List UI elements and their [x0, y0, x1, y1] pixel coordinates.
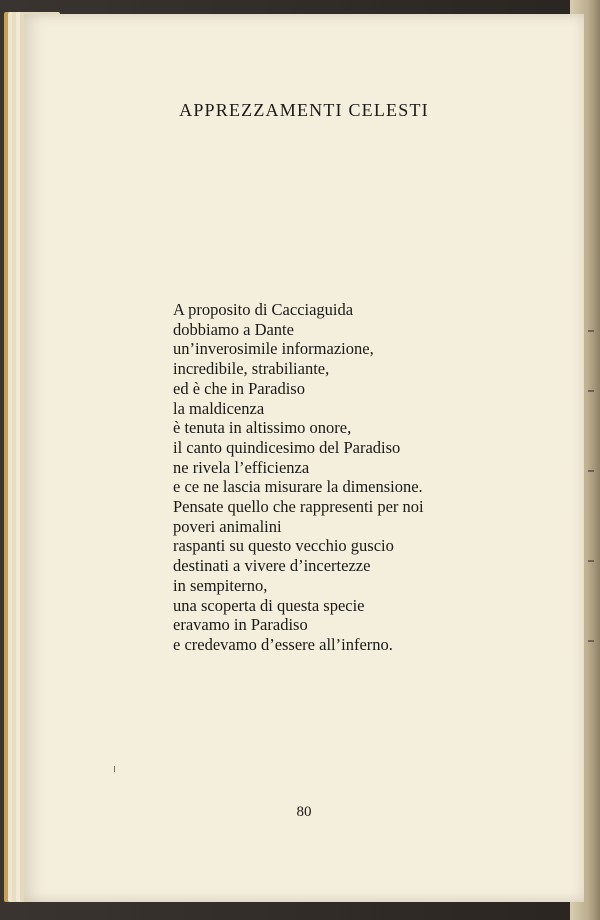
book-page — [24, 14, 584, 902]
adjacent-page-mark — [588, 330, 594, 332]
poem-line: ne rivela l’efficienza — [173, 457, 310, 477]
poem-line: e ce ne lascia misurare la dimensione. — [173, 477, 423, 497]
adjacent-page-mark — [588, 390, 594, 392]
poem-line: il canto quindicesimo del Paradiso — [173, 437, 401, 457]
poem-line: poveri animalini — [173, 516, 282, 536]
poem-line: è tenuta in altissimo onore, — [173, 418, 352, 438]
poem-line: dobbiamo a Dante — [173, 319, 294, 339]
poem-body — [173, 300, 424, 655]
poem-line: e credevamo d’essere all’inferno. — [173, 634, 393, 654]
page-number: 80 — [296, 804, 312, 820]
poem-title: APPREZZAMENTI CELESTI — [179, 100, 429, 120]
poem-line: incredibile, strabiliante, — [173, 359, 330, 379]
poem-line: eravamo in Paradiso — [173, 615, 308, 635]
poem-line: in sempiterno, — [173, 575, 268, 595]
adjacent-page-mark — [588, 560, 594, 562]
poem-line: destinati a vivere d’incertezze — [173, 556, 371, 576]
poem-line: ed è che in Paradiso — [173, 378, 305, 398]
poem-line: A proposito di Cacciaguida — [173, 300, 354, 319]
paper-speck — [114, 766, 115, 772]
poem-line: una scoperta di questa specie — [173, 595, 365, 615]
poem-line: la maldicenza — [173, 398, 265, 418]
poem-line: un’inverosimile informazione, — [173, 339, 374, 359]
poem-line: Pensate quello che rappresenti per noi — [173, 497, 424, 517]
poem-line: raspanti su questo vecchio guscio — [173, 536, 394, 556]
adjacent-page-mark — [588, 470, 594, 472]
adjacent-page-mark — [588, 640, 594, 642]
